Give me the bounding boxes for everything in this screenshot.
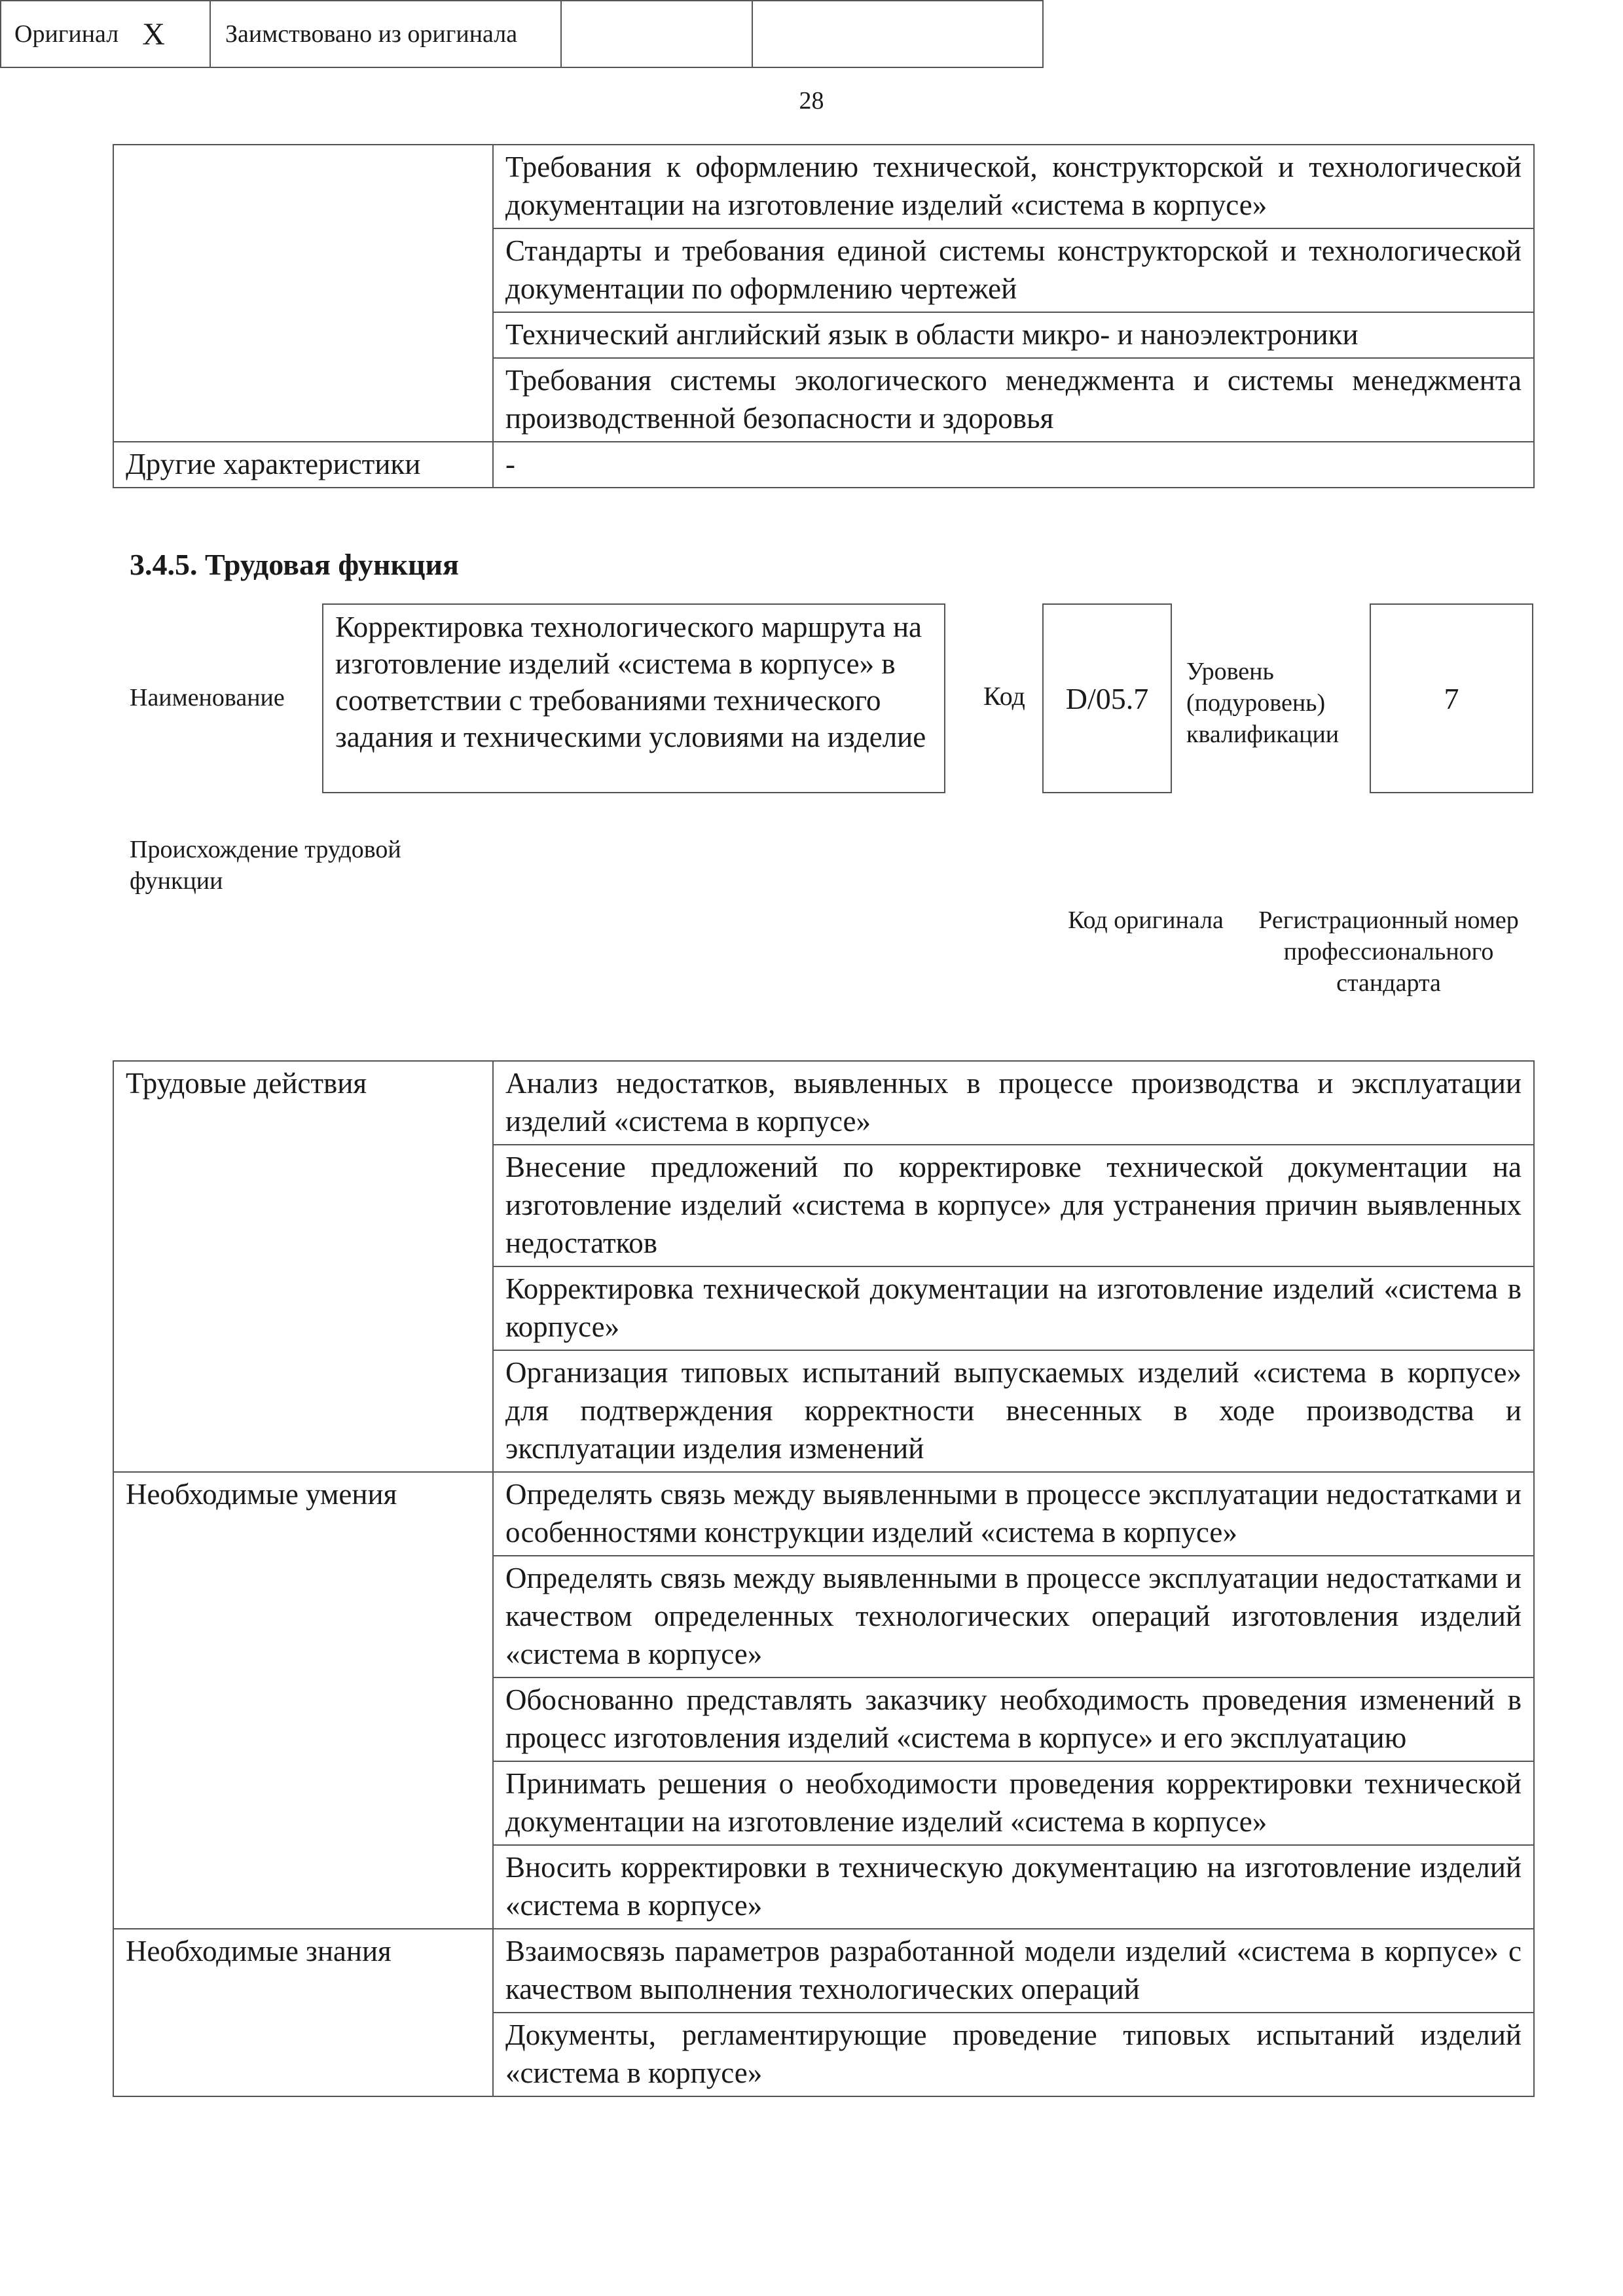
section-heading: 3.4.5. Трудовая функция (130, 548, 459, 581)
knowledge-label: Необходимые знания (113, 1929, 493, 2096)
origin-label: Происхождение трудовой функции (130, 836, 401, 895)
level-box (1370, 603, 1533, 793)
knowledge-item: Требования к оформлению технической, конструкторской и технологической документации на изготовление изделий «система в корпусе» (493, 145, 1534, 228)
original-cell (1, 1, 211, 67)
knowledge-continuation-table (113, 144, 1535, 488)
knowledge-item: Требования системы экологического менеджмента и системы менеджмента производственной безопасности и здоровья (493, 358, 1534, 442)
action-item: Организация типовых испытаний выпускаемых изделий «система в корпусе» для подтверждения корректности внесенных в ходе производства и эксплуатации изделия изменений (493, 1350, 1534, 1472)
action-item: Внесение предложений по корректировке технической документации на изготовление изделий «система в корпусе» для устранения причин выявленных недостатков (493, 1145, 1534, 1266)
skill-item: Определять связь между выявленными в процессе эксплуатации недостатками и качеством определенных технологических операций изготовления изделий «система в корпусе» (493, 1556, 1534, 1677)
knowledge-item: Стандарты и требования единой системы конструкторской и технологической документации по оформлению чертежей (493, 228, 1534, 312)
name-label: Наименование (130, 684, 285, 711)
original-label: Оригинал (14, 20, 119, 48)
action-item: Анализ недостатков, выявленных в процессе производства и эксплуатации изделий «система в корпусе» (493, 1061, 1534, 1145)
original-code-cell (562, 1, 753, 67)
knowledge-item: Взаимосвязь параметров разработанной модели изделий «система в корпусе» с качеством выполнения технологических операций (493, 1929, 1534, 2013)
borrowed-label: Заимствовано из оригинала (225, 20, 518, 48)
skills-label: Необходимые умения (113, 1472, 493, 1929)
original-mark: X (142, 16, 165, 52)
other-characteristics-value: - (493, 442, 1534, 488)
function-name-box (322, 603, 945, 793)
skill-item: Определять связь между выявленными в процессе эксплуатации недостатками и особенностями конструкции изделий «система в корпусе» (493, 1472, 1534, 1556)
actions-label: Трудовые действия (113, 1061, 493, 1472)
action-item: Корректировка технической документации на изготовление изделий «система в корпусе» (493, 1266, 1534, 1350)
code-value: D/05.7 (1065, 681, 1149, 715)
other-characteristics-label: Другие характеристики (113, 442, 493, 488)
page-number: 28 (799, 87, 824, 115)
code-caption: Код оригинала (1068, 906, 1224, 934)
labor-function-table (113, 1060, 1535, 2097)
knowledge-item: Документы, регламентирующие проведение типовых испытаний изделий «система в корпусе» (493, 2013, 1534, 2096)
empty-label-cell (113, 145, 493, 442)
registration-number-cell (753, 1, 1042, 67)
skill-item: Вносить корректировки в техническую документацию на изготовление изделий «система в корпусе» (493, 1845, 1534, 1929)
code-box (1042, 603, 1172, 793)
skill-item: Обоснованно представлять заказчику необходимость проведения изменений в процесс изготовления изделий «система в корпусе» и его эксплуатацию (493, 1677, 1534, 1761)
function-name-value: Корректировка технологического маршрута на изготовление изделий «система в корпусе» в соответствии с требованиями технического задания и техническими условиями на изделие (335, 611, 926, 753)
level-value: 7 (1444, 681, 1459, 715)
knowledge-item: Технический английский язык в области микро- и наноэлектроники (493, 312, 1534, 358)
skill-item: Принимать решения о необходимости проведения корректировки технической документации на изготовление изделий «система в корпусе» (493, 1761, 1534, 1845)
origin-box (0, 0, 1044, 68)
code-label: Код (983, 681, 1025, 711)
registration-caption: Регистрационный номер профессионального стандарта (1258, 906, 1519, 997)
level-label: Уровень (подуровень) квалификации (1186, 658, 1340, 748)
borrowed-cell (211, 1, 562, 67)
